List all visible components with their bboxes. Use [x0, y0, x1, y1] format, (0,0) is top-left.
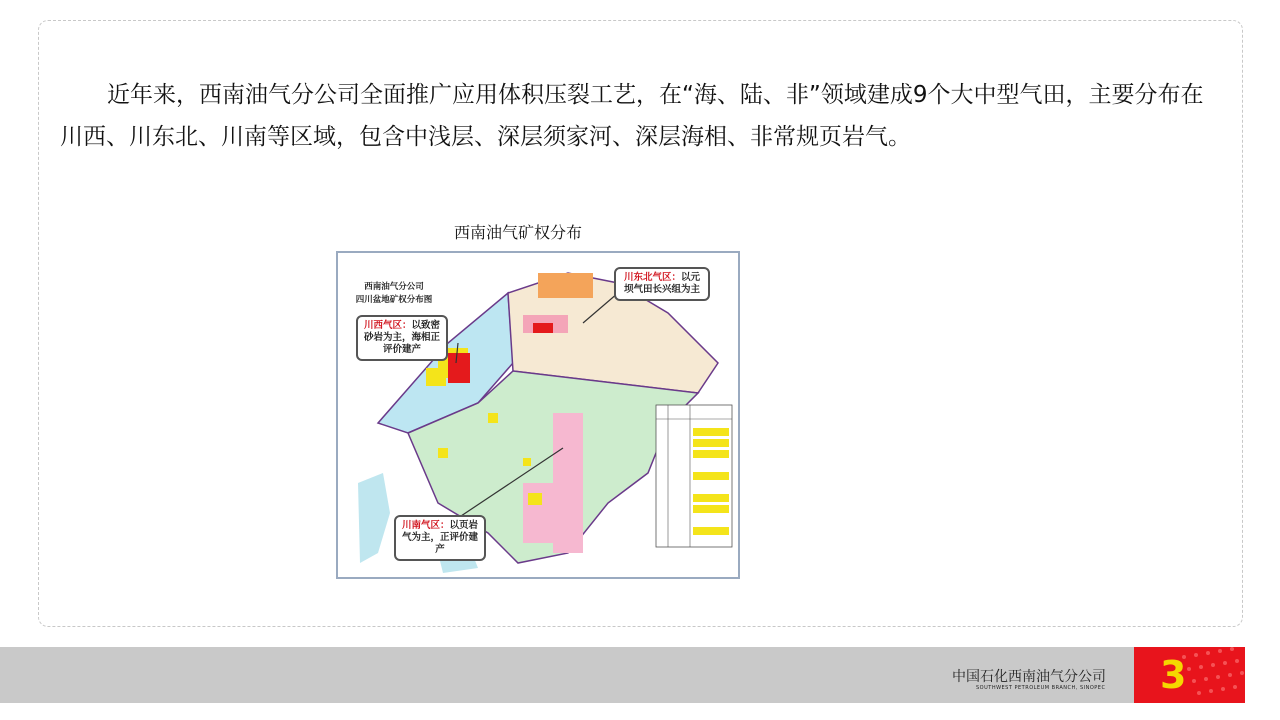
central-block-yellow [438, 448, 448, 458]
ne-block-orange [538, 273, 593, 298]
west-block-yellow-2 [426, 368, 446, 386]
legend-row-yellow-5 [693, 494, 729, 502]
footer-company-cn: 中国石化西南油气分公司 [952, 669, 1106, 685]
mineral-rights-map [336, 251, 740, 579]
footer-company-en: SOUTHWEST PETROLEUM BRANCH, SINOPEC [976, 685, 1106, 691]
south-block-yellow [528, 493, 542, 505]
legend-row-yellow-2 [693, 439, 729, 447]
body-paragraph: 近年来，西南油气分公司全面推广应用体积压裂工艺，在“海、陆、非”领域建成9个大中型气田，主要分布在川西、川东北、川南等区域，包含中浅层、深层须家河、深层海相、非常规页岩气。 [60, 82, 1204, 150]
central-block-yellow-3 [523, 458, 531, 466]
central-block-yellow-2 [488, 413, 498, 423]
callout-northeast: 川东北气区：以元坝气田长兴组为主 [614, 267, 710, 301]
page-number: 3 [1160, 653, 1187, 697]
south-block-pink-2 [523, 483, 563, 543]
callout-south: 川南气区：以页岩气为主，正评价建产 [394, 515, 486, 561]
lake-area [358, 473, 390, 563]
legend-row-yellow-3 [693, 450, 729, 458]
legend-row-yellow-4 [693, 472, 729, 480]
figure-caption: 西南油气矿权分布 [454, 223, 583, 242]
ne-block-red [533, 323, 553, 333]
callout-west: 川西气区：以致密砂岩为主，海相正评价建产 [356, 315, 448, 361]
legend-row-yellow-6 [693, 505, 729, 513]
legend-row-yellow-7 [693, 527, 729, 535]
page-number-block [1134, 647, 1245, 703]
map-inner-title: 西南油气分公司 四川盆地矿权分布图 [355, 282, 433, 305]
west-block-red [448, 353, 470, 383]
legend-row-yellow-1 [693, 428, 729, 436]
dot-pattern [1134, 647, 1245, 703]
